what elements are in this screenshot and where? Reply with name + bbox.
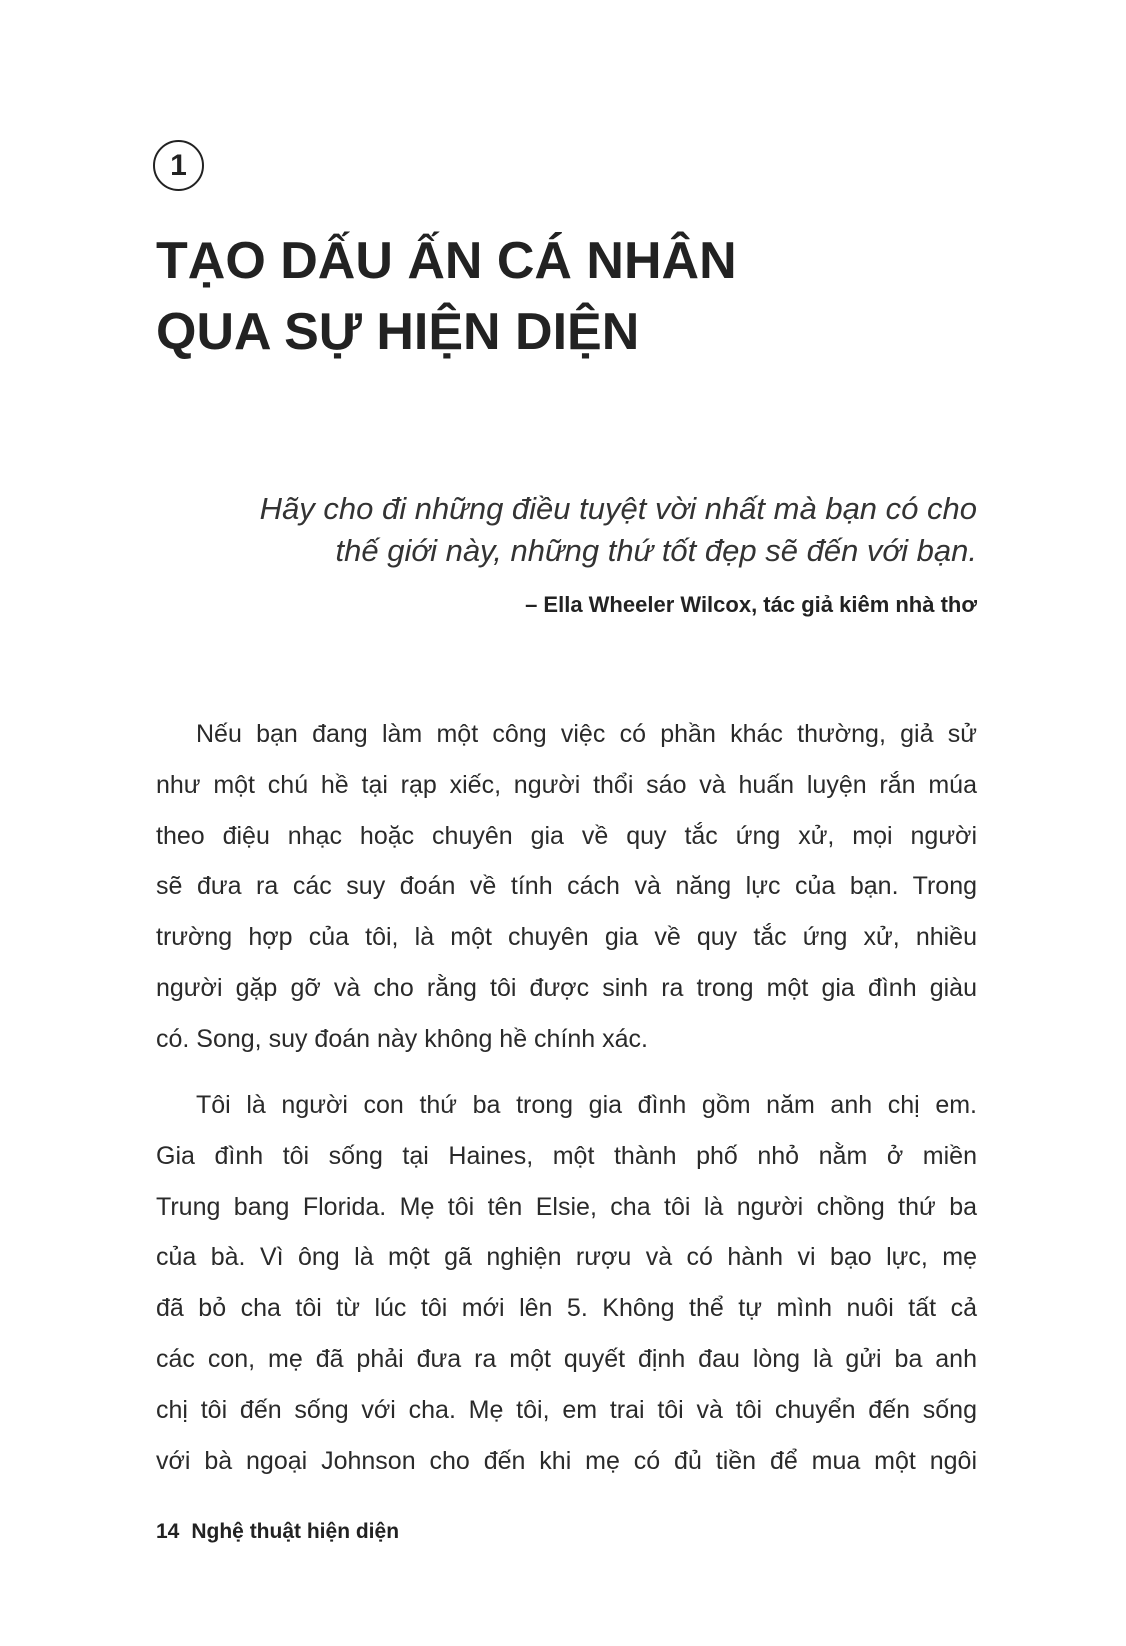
chapter-title: [156, 226, 737, 368]
epigraph-line: thế giới này, những thứ tốt đẹp sẽ đến với bạn.: [335, 533, 977, 568]
page-footer: [156, 1520, 411, 1544]
page-number: 14: [156, 1520, 180, 1543]
text-line: Nếu bạn đang làm một công việc có phần khác thường, giả sử: [196, 720, 977, 748]
text-line: các con, mẹ đã phải đưa ra một quyết định đau lòng là gửi ba anh: [156, 1344, 977, 1373]
epigraph-line: Hãy cho đi những điều tuyệt vời nhất mà bạn có cho: [259, 491, 977, 526]
epigraph-quote: [156, 488, 977, 572]
paragraph-1: [156, 709, 977, 1065]
text-line: Trung bang Florida. Mẹ tôi tên Elsie, cha tôi là người chồng thứ ba: [156, 1192, 977, 1221]
paragraph-2: [156, 1080, 977, 1486]
running-book-title: Nghệ thuật hiện diện: [191, 1520, 400, 1543]
text-line: của bà. Vì ông là một gã nghiện rượu và có hành vi bạo lực, mẹ: [156, 1243, 977, 1272]
text-line: người gặp gỡ và cho rằng tôi được sinh ra trong một gia đình giàu: [156, 973, 977, 1002]
chapter-title-line: QUA SỰ HIỆN DIỆN: [156, 303, 640, 361]
text-line: đã bỏ cha tôi từ lúc tôi mới lên 5. Không thể tự mình nuôi tất cả: [156, 1294, 977, 1323]
text-line: Gia đình tôi sống tại Haines, một thành phố nhỏ nằm ở miền: [156, 1141, 977, 1170]
text-line: chị tôi đến sống với cha. Mẹ tôi, em trai tôi và tôi chuyển đến sống: [156, 1395, 977, 1424]
text-line: trường hợp của tôi, là một chuyên gia về quy tắc ứng xử, nhiều: [156, 923, 977, 952]
text-line: như một chú hề tại rạp xiếc, người thổi sáo và huấn luyện rắn múa: [156, 770, 977, 799]
text-line: Tôi là người con thứ ba trong gia đình gồm năm anh chị em.: [196, 1091, 977, 1119]
epigraph-attribution: – Ella Wheeler Wilcox, tác giả kiêm nhà thơ: [525, 592, 977, 617]
chapter-title-line: TẠO DẤU ẤN CÁ NHÂN: [156, 232, 737, 290]
text-line: theo điệu nhạc hoặc chuyên gia về quy tắc ứng xử, mọi người: [156, 821, 977, 850]
text-line: sẽ đưa ra các suy đoán về tính cách và năng lực của bạn. Trong: [156, 872, 977, 901]
text-line: có. Song, suy đoán này không hề chính xác.: [156, 1024, 649, 1053]
text-line: với bà ngoại Johnson cho đến khi mẹ có đủ tiền để mua một ngôi: [156, 1446, 977, 1475]
chapter-number-badge: 1: [153, 140, 204, 191]
